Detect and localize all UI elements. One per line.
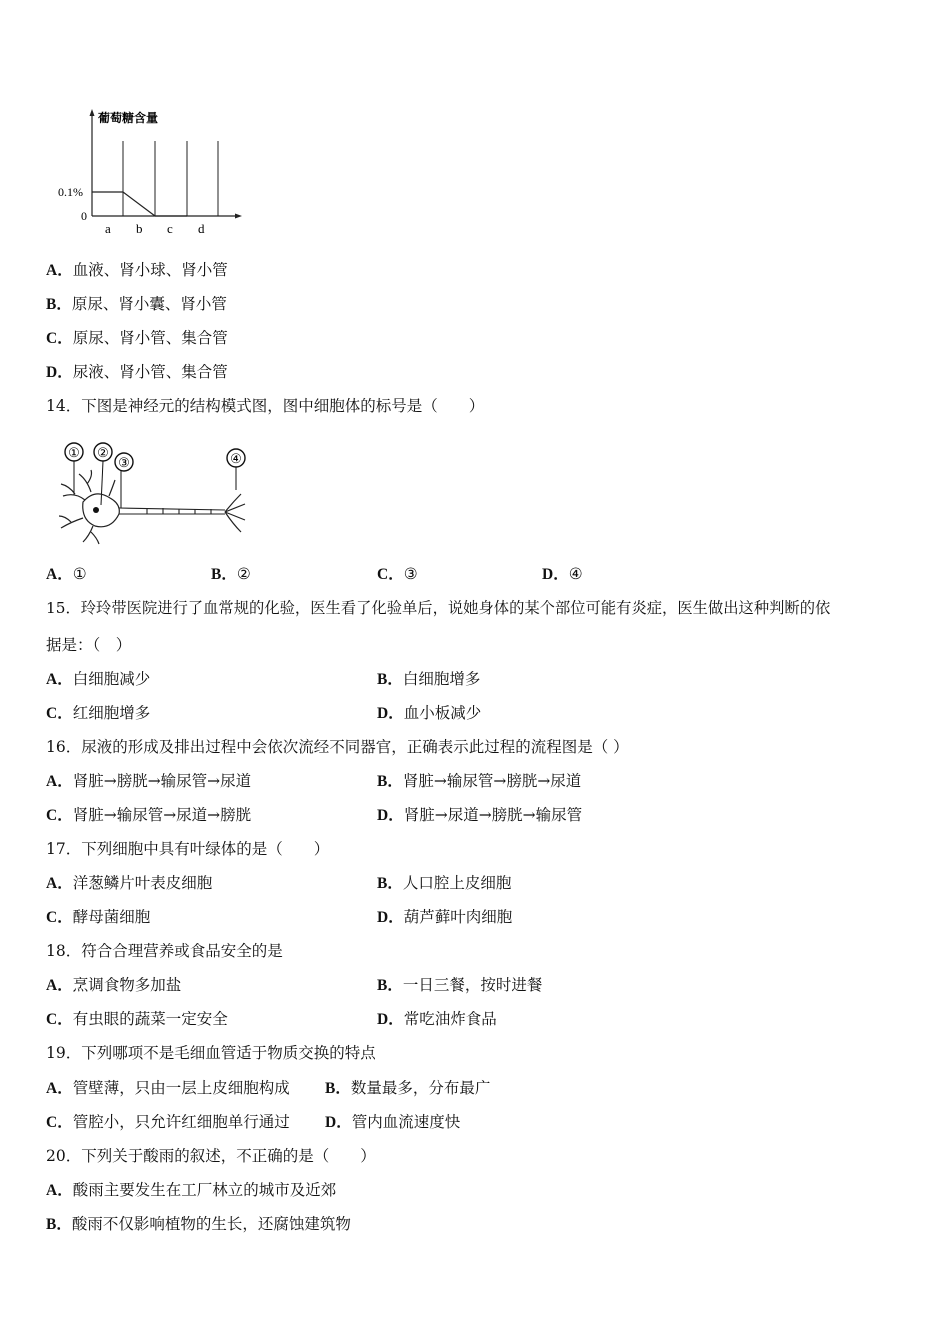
option-text: ④ — [568, 565, 583, 583]
option-label: B． — [46, 296, 72, 313]
option-label: A． — [46, 773, 73, 790]
q19-option-c[interactable] — [46, 1112, 290, 1133]
option-label: A． — [46, 875, 73, 892]
option-label: C． — [46, 807, 73, 824]
q13-option-a[interactable] — [46, 260, 228, 281]
option-text: 烹调食物多加盐 — [72, 976, 182, 994]
q17-stem: 17．下列细胞中具有叶绿体的是（ ） — [46, 840, 330, 858]
y-axis-arrow — [90, 109, 95, 116]
option-label: A． — [46, 1182, 73, 1199]
q19-option-b[interactable] — [325, 1078, 490, 1099]
neuron-label-4: ④ — [230, 451, 242, 466]
option-text: 数量最多，分布最广 — [350, 1079, 491, 1097]
option-label: C． — [46, 1114, 73, 1131]
q14-stem: 14．下图是神经元的结构模式图，图中细胞体的标号是（ ） — [46, 397, 485, 415]
q18-stem: 18．符合合理营养或食品安全的是 — [46, 942, 283, 960]
option-text: 原尿、肾小囊、肾小管 — [71, 295, 227, 313]
option-label: C． — [46, 705, 73, 722]
option-label: C． — [46, 1011, 73, 1028]
option-text: 血小板减少 — [403, 704, 482, 722]
q14-option-a[interactable] — [46, 564, 87, 585]
q17-option-d[interactable] — [377, 907, 512, 928]
q16-option-c[interactable] — [46, 805, 251, 826]
option-text: 肾脏→尿道→膀胱→输尿管 — [403, 806, 583, 824]
q20-stem: 20．下列关于酸雨的叙述，不正确的是（ ） — [46, 1147, 376, 1165]
q13-option-d[interactable] — [46, 362, 228, 383]
option-label: C． — [46, 330, 73, 347]
option-label: A． — [46, 1080, 73, 1097]
option-text: ① — [72, 565, 87, 583]
x-tick-b: b — [136, 221, 143, 236]
option-label: D． — [377, 909, 404, 926]
option-label: D． — [542, 566, 569, 583]
q15-stem-line1: 15．玲玲带医院进行了血常规的化验，医生看了化验单后，说她身体的某个部位可能有炎症，医生做出这种判断的依 — [46, 599, 831, 617]
option-label: A． — [46, 566, 73, 583]
q18-option-b[interactable] — [377, 975, 542, 996]
q19-option-d[interactable] — [325, 1112, 460, 1133]
q19-stem: 19．下列哪项不是毛细血管适于物质交换的特点 — [46, 1044, 376, 1062]
y-tick-0: 0 — [81, 209, 87, 223]
glucose-chart — [58, 105, 270, 245]
option-label: D． — [377, 705, 404, 722]
neuron-axon-terminal — [225, 494, 245, 532]
q19-option-a[interactable] — [46, 1078, 290, 1099]
q15-option-b[interactable] — [377, 669, 480, 690]
option-label: A． — [46, 262, 73, 279]
option-text: 白细胞减少 — [72, 670, 151, 688]
option-label: C． — [46, 909, 73, 926]
q13-option-b[interactable] — [46, 294, 227, 315]
q15-stem-line2: 据是：（ ） — [46, 636, 132, 654]
option-text: 肾脏→输尿管→膀胱→尿道 — [402, 772, 582, 790]
q16-option-b[interactable] — [377, 771, 581, 792]
option-text: 白细胞增多 — [402, 670, 481, 688]
y-tick-0.1: 0.1% — [58, 185, 83, 199]
option-label: D． — [377, 1011, 404, 1028]
option-label: B． — [377, 671, 403, 688]
q16-option-a[interactable] — [46, 771, 251, 792]
x-tick-c: c — [167, 221, 173, 236]
q17-option-a[interactable] — [46, 873, 212, 894]
option-text: 葫芦藓叶肉细胞 — [403, 908, 513, 926]
option-label: B． — [377, 773, 403, 790]
q14-option-c[interactable] — [377, 564, 418, 585]
q20-option-a[interactable] — [46, 1180, 336, 1201]
option-text: 肾脏→膀胱→输尿管→尿道 — [72, 772, 252, 790]
option-label: B． — [325, 1080, 351, 1097]
q18-option-a[interactable] — [46, 975, 181, 996]
q15-option-d[interactable] — [377, 703, 481, 724]
option-text: 洋葱鳞片叶表皮细胞 — [72, 874, 213, 892]
q16-stem: 16．尿液的形成及排出过程中会依次流经不同器官，正确表示此过程的流程图是（ ） — [46, 738, 629, 756]
neuron-diagram — [55, 440, 255, 545]
option-text: 酵母菌细胞 — [72, 908, 151, 926]
x-tick-d: d — [198, 221, 205, 236]
option-text: 常吃油炸食品 — [403, 1010, 497, 1028]
option-text: 红细胞增多 — [72, 704, 151, 722]
option-text: 酸雨主要发生在工厂林立的城市及近郊 — [72, 1181, 337, 1199]
option-text: 管内血流速度快 — [351, 1113, 461, 1131]
option-label: D． — [46, 364, 73, 381]
neuron-label-3: ③ — [118, 455, 130, 470]
option-text: 尿液、肾小管、集合管 — [72, 363, 228, 381]
neuron-cell-body — [59, 470, 119, 544]
option-label: A． — [46, 671, 73, 688]
option-label: B． — [377, 875, 403, 892]
q16-option-d[interactable] — [377, 805, 582, 826]
option-text: 肾脏→输尿管→尿道→膀胱 — [72, 806, 252, 824]
neuron-axon — [119, 508, 225, 514]
q15-option-a[interactable] — [46, 669, 150, 690]
option-label: A． — [46, 977, 73, 994]
q14-option-d[interactable] — [542, 564, 583, 585]
option-text: ③ — [403, 565, 418, 583]
option-text: 管壁薄，只由一层上皮细胞构成 — [72, 1079, 290, 1097]
glucose-segment-b-c — [123, 192, 155, 216]
option-label: D． — [377, 807, 404, 824]
neuron-label-1: ① — [68, 445, 80, 460]
q17-option-b[interactable] — [377, 873, 511, 894]
option-text: 原尿、肾小管、集合管 — [72, 329, 228, 347]
option-label: B． — [46, 1216, 72, 1233]
option-label: B． — [377, 977, 403, 994]
q15-option-c[interactable] — [46, 703, 150, 724]
option-text: 人口腔上皮细胞 — [402, 874, 512, 892]
option-text: ② — [236, 565, 251, 583]
q14-option-b[interactable] — [211, 564, 251, 585]
x-axis-arrow — [235, 214, 242, 219]
neuron-label-2: ② — [97, 445, 109, 460]
q18-option-c[interactable] — [46, 1009, 228, 1030]
q18-option-d[interactable] — [377, 1009, 497, 1030]
option-text: 管腔小，只允许红细胞单行通过 — [72, 1113, 290, 1131]
option-label: D． — [325, 1114, 352, 1131]
option-label: B． — [211, 566, 237, 583]
option-label: C． — [377, 566, 404, 583]
x-tick-a: a — [105, 221, 111, 236]
q13-option-c[interactable] — [46, 328, 228, 349]
option-text: 酸雨不仅影响植物的生长，还腐蚀建筑物 — [71, 1215, 351, 1233]
option-text: 血液、肾小球、肾小管 — [72, 261, 228, 279]
q20-option-b[interactable] — [46, 1214, 351, 1235]
q17-option-c[interactable] — [46, 907, 150, 928]
option-text: 一日三餐，按时进餐 — [402, 976, 543, 994]
option-text: 有虫眼的蔬菜一定安全 — [72, 1010, 228, 1028]
chart-ylabel: 葡萄糖含量 — [98, 111, 159, 125]
